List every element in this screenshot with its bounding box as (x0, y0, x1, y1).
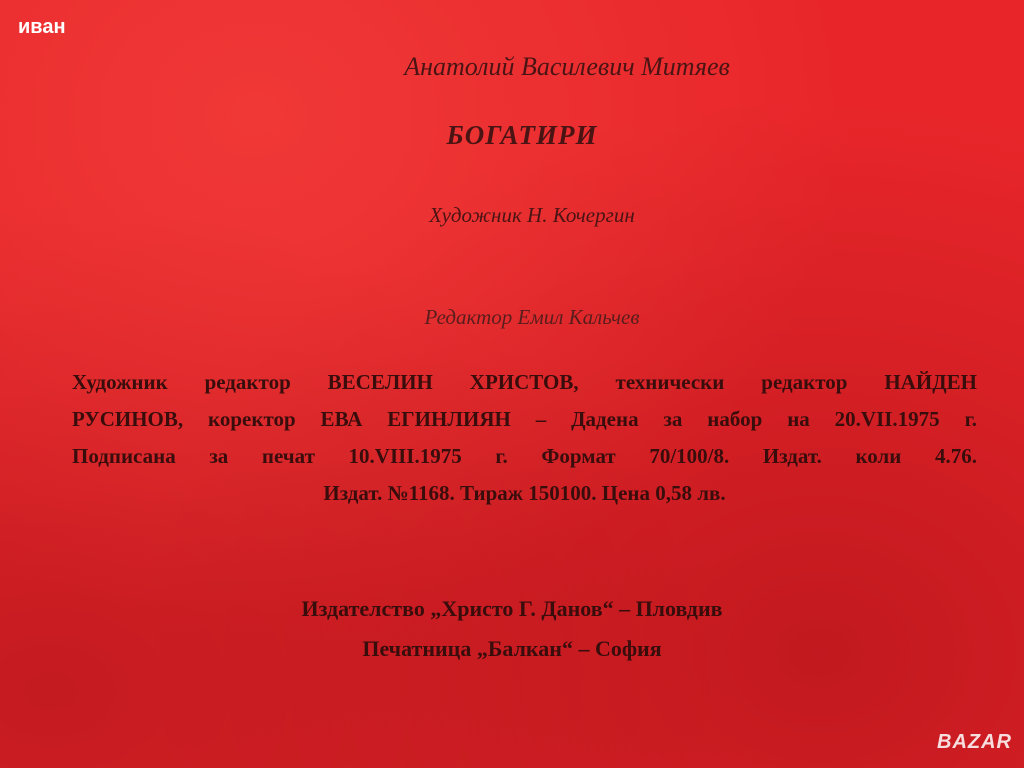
editor-credit: Редактор Емил Кальчев (424, 305, 640, 329)
user-watermark: иван (18, 16, 66, 38)
publisher-line: Издателство „Христо Г. Данов“ – Пловдив (301, 596, 723, 621)
credits-line-4: Издат. №1168. Тираж 150100. Цена 0,58 лв. (323, 481, 726, 505)
author-name: Анатолий Василевич Митяев (404, 52, 730, 81)
credits-line-3: Подписана за печат 10.VIII.1975 г. Формат 70/100/8. Издат. коли 4.76. (72, 444, 977, 468)
illustrator-credit: Художник Н. Кочергин (429, 203, 635, 227)
book-title: БОГАТИРИ (446, 120, 598, 150)
production-credits (72, 364, 977, 512)
printer-line: Печатница „Балкан“ – София (362, 636, 662, 661)
credits-line-1: Художник редактор ВЕСЕЛИН ХРИСТОВ, технически редактор НАЙДЕН (72, 370, 977, 394)
bazar-logo: BAZAR (937, 731, 1012, 753)
credits-line-2: РУСИНОВ, коректор ЕВА ЕГИНЛИЯН – Дадена за набор на 20.VII.1975 г. (72, 407, 977, 431)
